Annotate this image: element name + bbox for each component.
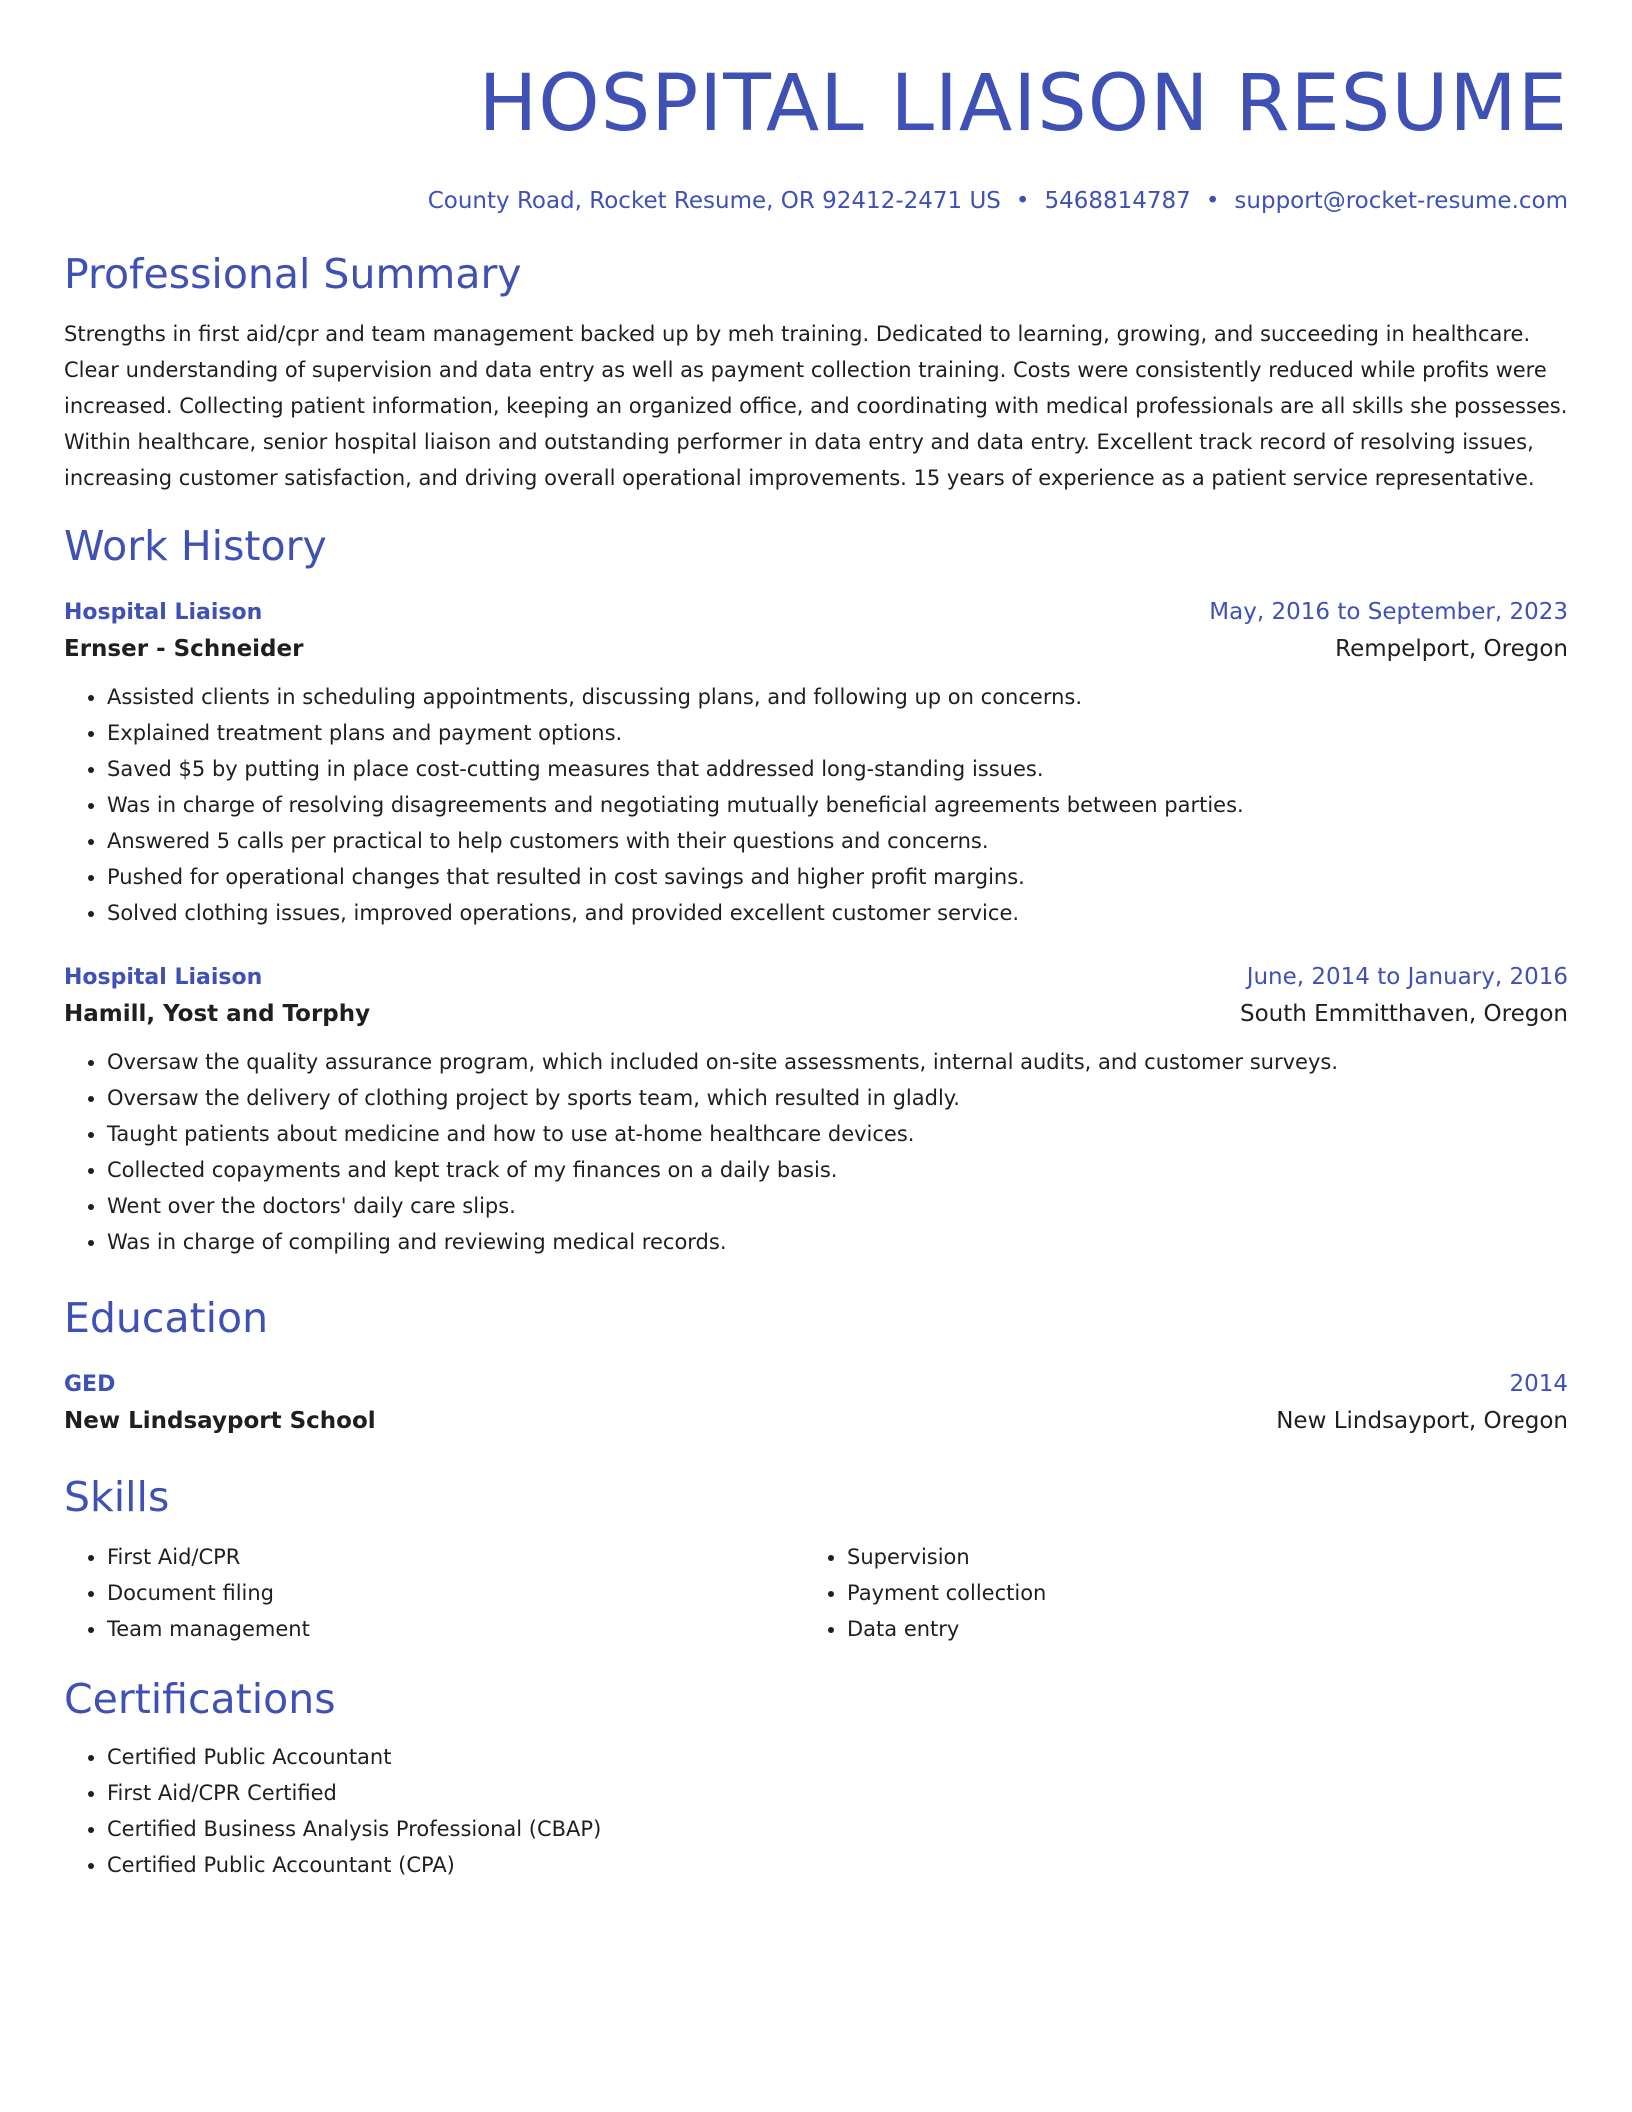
job-dates: June, 2014 to January, 2016 <box>1246 964 1568 990</box>
job-duties-list <box>64 1044 1568 1260</box>
address-text: County Road, Rocket Resume, OR 92412-2471 US <box>427 188 1001 214</box>
list-item: • Supervision <box>847 1539 1544 1575</box>
contact-separator: • <box>1015 188 1030 214</box>
job-role: Hospital Liaison <box>64 965 263 990</box>
certifications-heading: Certifications <box>64 1675 336 1723</box>
education-section <box>64 1290 1568 1439</box>
job-location: South Emmitthaven, Oregon <box>1239 1001 1568 1027</box>
degree-name: GED <box>64 1372 116 1397</box>
list-item: • First Aid/CPR <box>107 1539 804 1575</box>
list-item: • Pushed for operational changes that resulted in cost savings and higher profit margins. <box>107 859 1568 895</box>
contact-line <box>64 184 1568 218</box>
certifications-list <box>64 1739 1568 1883</box>
skills-section <box>64 1469 1568 1647</box>
summary-heading: Professional Summary <box>64 250 522 298</box>
summary-text: Strengths in first aid/cpr and team management backed up by meh training. Dedicated to learning, growing, and succeeding in healthcare. Clear understanding of supervision and data entry as well as payment collection training. Costs were consistently reduced while profits were increased. Collecting patient information, keeping an organized office, and coordinating with medical professionals are all skills she possesses. Within healthcare, senior hospital liaison and outstanding performer in data entry and data entry. Excellent track record of resolving issues, increasing customer satisfaction, and driving overall operational improvements. 15 years of experience as a patient service representative. <box>64 322 1568 490</box>
list-item: • Saved $5 by putting in place cost-cutting measures that addressed long-standing issues. <box>107 751 1568 787</box>
list-item: • Was in charge of resolving disagreements and negotiating mutually beneficial agreements between parties. <box>107 787 1568 823</box>
list-item: • Was in charge of compiling and reviewing medical records. <box>107 1224 1568 1260</box>
phone-text: 5468814787 <box>1044 188 1191 214</box>
job-location: Rempelport, Oregon <box>1335 636 1568 662</box>
graduation-year: 2014 <box>1509 1371 1568 1397</box>
resume-header <box>64 0 1568 218</box>
list-item: • Certified Business Analysis Professional (CBAP) <box>107 1811 1568 1847</box>
job-employer: Ernser - Schneider <box>64 636 304 662</box>
skills-column-right <box>804 1539 1544 1647</box>
resume-title: HOSPITAL LIAISON RESUME <box>478 59 1568 149</box>
skills-heading: Skills <box>64 1473 170 1521</box>
job-role: Hospital Liaison <box>64 600 263 625</box>
list-item: • Oversaw the delivery of clothing project by sports team, which resulted in gladly. <box>107 1080 1568 1116</box>
job-dates: May, 2016 to September, 2023 <box>1209 599 1568 625</box>
list-item: • Answered 5 calls per practical to help customers with their questions and concerns. <box>107 823 1568 859</box>
list-item: • Solved clothing issues, improved operations, and provided excellent customer service. <box>107 895 1568 931</box>
school-location: New Lindsayport, Oregon <box>1276 1408 1568 1434</box>
certifications-section <box>64 1671 1568 1883</box>
contact-separator: • <box>1205 188 1220 214</box>
list-item: • Taught patients about medicine and how to use at-home healthcare devices. <box>107 1116 1568 1152</box>
school-name: New Lindsayport School <box>64 1408 376 1434</box>
list-item: • Went over the doctors' daily care slips. <box>107 1188 1568 1224</box>
skills-list <box>64 1539 804 1647</box>
education-heading: Education <box>64 1294 269 1342</box>
job-employer: Hamill, Yost and Torphy <box>64 1001 371 1027</box>
list-item: • Document filing <box>107 1575 804 1611</box>
job-entry <box>64 959 1568 1260</box>
work-history-section <box>64 518 1568 1260</box>
list-item: • Team management <box>107 1611 804 1647</box>
list-item: • Payment collection <box>847 1575 1544 1611</box>
job-entry <box>64 594 1568 931</box>
list-item: • Oversaw the quality assurance program, which included on-site assessments, internal audits, and customer surveys. <box>107 1044 1568 1080</box>
list-item: • Assisted clients in scheduling appointments, discussing plans, and following up on concerns. <box>107 679 1568 715</box>
email-text: support@rocket-resume.com <box>1234 188 1568 214</box>
skills-list <box>804 1539 1544 1647</box>
list-item: • First Aid/CPR Certified <box>107 1775 1568 1811</box>
list-item: • Data entry <box>847 1611 1544 1647</box>
skills-column-left <box>64 1539 804 1647</box>
work-history-heading: Work History <box>64 522 327 570</box>
education-entry <box>64 1366 1568 1439</box>
list-item: • Certified Public Accountant (CPA) <box>107 1847 1568 1883</box>
job-duties-list <box>64 679 1568 931</box>
list-item: • Explained treatment plans and payment options. <box>107 715 1568 751</box>
list-item: • Collected copayments and kept track of my finances on a daily basis. <box>107 1152 1568 1188</box>
list-item: • Certified Public Accountant <box>107 1739 1568 1775</box>
professional-summary-section <box>64 246 1568 496</box>
skills-columns <box>64 1539 1568 1647</box>
